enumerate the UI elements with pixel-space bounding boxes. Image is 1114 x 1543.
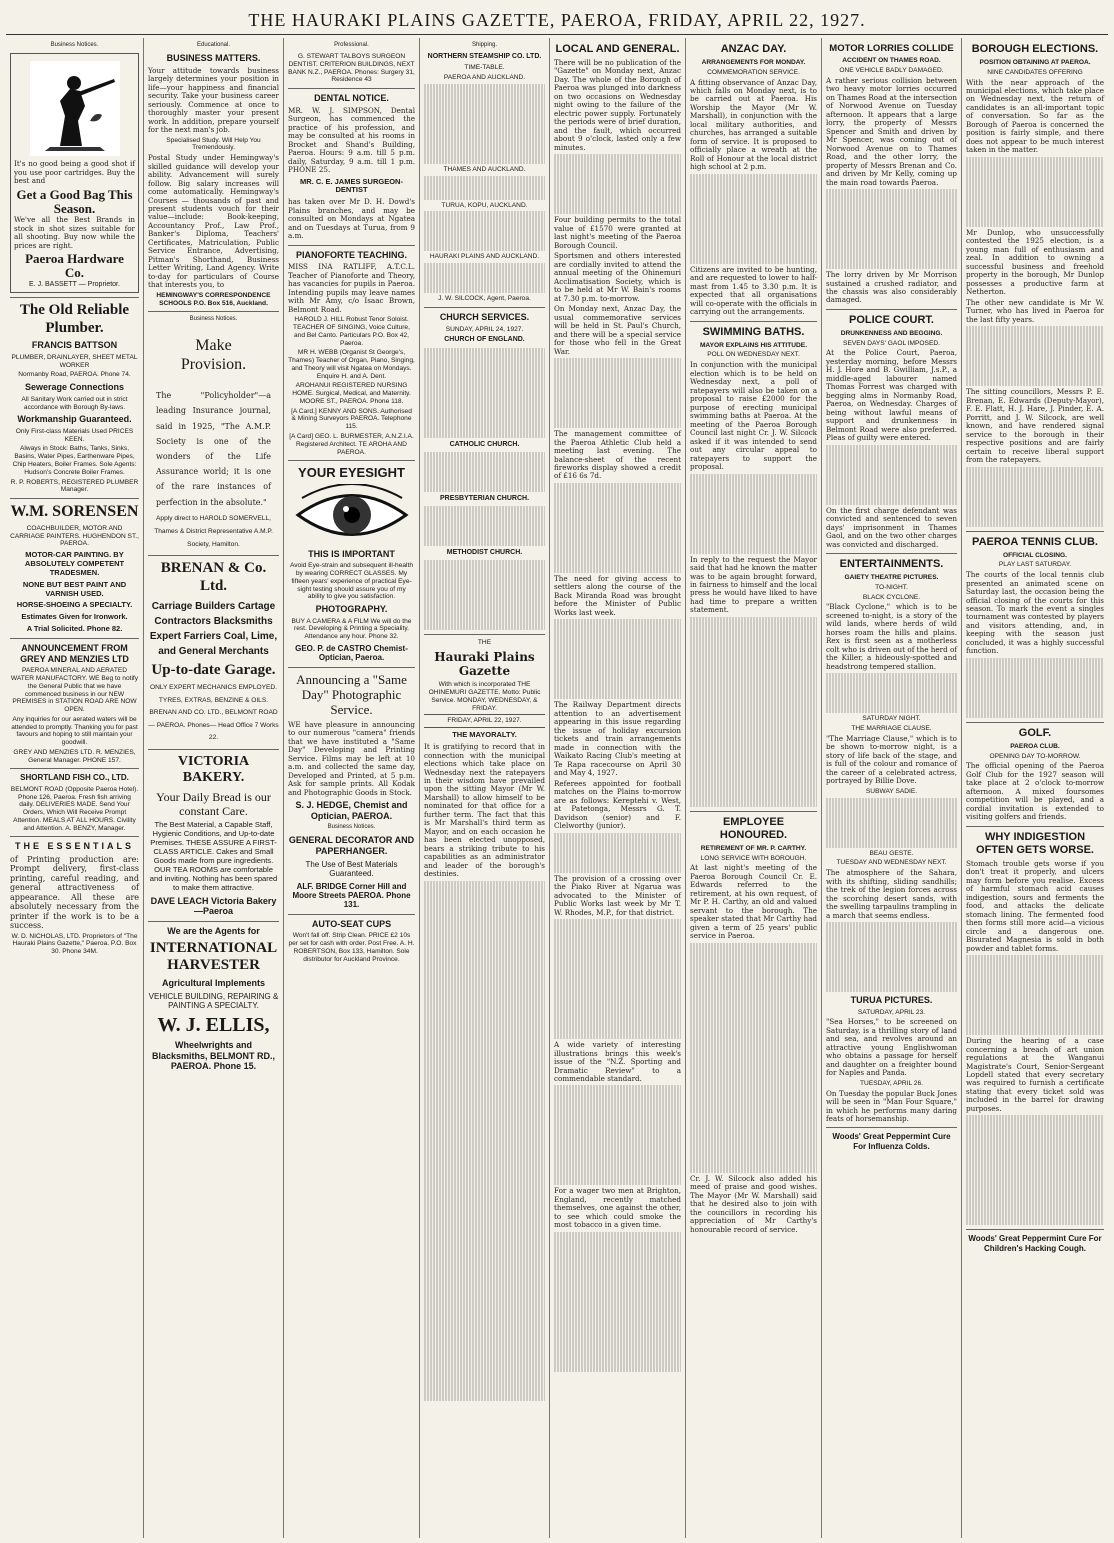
divider [424,307,545,308]
bakery-ad-name: VICTORIA BAKERY. [177,753,250,786]
divider [288,460,415,461]
dental-notice-body: MR. W. J. SIMPSON, Dental Surgeon, has commenced the practice of his profession, and may be consulted at his rooms in Brocket and Shand's Building, Paeroa. Hours: 9 a.m. till 5 p.m. daily, Saturday, 9 a.m. till 1 p.m. PHONE 25. [288,105,415,175]
tuesday-april-sub: TUESDAY, APRIL 26. [860,1079,923,1087]
divider [10,638,139,639]
article-text [554,154,681,214]
photography-body: BUY A CAMERA & A FILM We will do the rest. Developing & Printing a Speciality. Attendance any hour. Phone 32. [291,617,412,641]
buck-jones-body: On Tuesday the popular Buck Jones will be seen in "Man Four Square," in which he performs many daring feats of horsemanship. [826,1088,957,1123]
decorator-body: The Use of Best Materials Guaranteed. [305,859,398,879]
beau-geste-sub: BEAU GESTE. [869,849,914,857]
mayoralty-headline: THE MAYORALTY. [452,730,517,740]
local-item-1: There will be no publication of the "Gazette" on Monday next, Anzac Day. The whole of the Borough of Paeroa was plunged into darkness on two occasions on Wednesday night owing to the failure of the electric power supply. Fortunately the periods were of brief duration, and the fault, which occurred about 9 o'clock, lasted only a few minutes. [554,57,681,152]
timetable-rows [424,211,545,251]
elections-body4: The sitting councillors, Messrs P. E. Brenan, E. Edwards (Deputy-Mayor), F. E. Flatt, H. J. Hare, J. Pinder, E. A. Porritt, and J. W. Silcock, are well known, and have rendered signal service to the borough in their respective positions and are fairly certain to receive liberal support from the ratepayers. [966,387,1104,465]
plumber-ad-manager: R. P. ROBERTS, REGISTERED PLUMBER Manager. [10,478,139,494]
article-text [966,1115,1104,1225]
article-text [554,1232,681,1372]
service-times [424,560,545,630]
eyesight-ad-headline: YOUR EYESIGHT [298,465,405,481]
local-item-8: Referees appointed for football matches on the Plains to-morrow are as follows: Kereptehi v. West, at Patetonga, Messrs G. T. Davidson (senior) and F. Clelworthy (junior). [554,778,681,831]
paper-date: FRIDAY, APRIL 22, 1927. [424,714,545,728]
harvester-ad-name: INTERNATIONAL HARVESTER [149,939,278,974]
route-thames-auckland: THAMES AND AUCKLAND. [443,165,526,173]
indigestion-headline: WHY INDIGESTION OFTEN GETS WORSE. [976,830,1094,856]
police-court-sub2: SEVEN DAYS' GAOL IMPOSED. [843,339,940,347]
swimming-sub1: MAYOR EXPLAINS HIS ATTITUDE. [699,341,808,349]
talboys-card: G. STEWART TALBOYS SURGEON DENTIST. CRITERION BUILDINGS, NEXT BANK N.Z., PAEROA. Phones: Surgery 31, Residence 43 [288,53,415,84]
section-label: Shipping. [471,42,498,48]
article-text [690,474,817,554]
shipping-agent: J. W. SILCOCK, Agent, Paeroa. [438,295,531,303]
garage-ad-name: Up-to-date Garage. [151,661,276,678]
divider [424,634,545,635]
divider [288,914,415,915]
timetable-rows [424,176,545,200]
webb-card: MR H. WEBB (Organist St George's, Thames) Teacher of Organ, Piano, Singing, and Theory will visit Ngatea on Mondays. Enquire H. and A. Dent. [288,349,415,380]
golf-body: The official opening of the Paeroa Golf Club for the 1927 season will take place at 2 o'clock to-morrow afternoon. A mixed foursomes competition will be played, and a cordial invitation is extended to visiting golfers and friends. [966,761,1104,822]
divider [966,531,1104,532]
plumber-ad-sub2: Workmanship Guaranteed. [17,414,132,425]
tennis-sub1: OFFICIAL CLOSING. [1003,551,1067,559]
golf-headline: GOLF. [1018,726,1052,739]
elections-sub2: NINE CANDIDATES OFFERING [987,68,1083,76]
employee-body1: At last night's meeting of the Paeroa Borough Council Cr. E. Edwards referred to the retirement, at his own request, of Mr P. H. Carthy, an old and valued servant to the borough. The speaker stated that Mr Carthy had given a term of 25 years' public service in Paeroa. [690,863,817,941]
plumber-ad-name: FRANCIS BATTSON [31,340,118,351]
church-of-england: CHURCH OF ENGLAND. [444,336,525,344]
black-cyclone-sub: BLACK CYCLONE. [862,593,921,601]
tennis-body: The courts of the local tennis club presented an animated scene on Saturday last, the occasion being the official closing of the courts for this season. To mark the event a singles tournament was contested by players and visitors attending, and, in keeping with the season just concluded, it was a highly successful function. [966,570,1104,656]
tonight-sub: TO-NIGHT. [875,583,908,591]
hill-card: HAROLD J. HILL Robust Tenor Soloist. TEACHER OF SINGING, Voice Culture, and Bel Canto. Particulars P.O. Box 42, Paeroa. [293,316,410,347]
article-text [424,881,545,1401]
tuesday-wednesday-sub: TUESDAY AND WEDNESDAY NEXT. [836,859,947,867]
article-text [826,798,957,848]
timetable-rows [424,84,545,164]
entertainments-headline: ENTERTAINMENTS. [839,558,944,571]
local-item-9: The provision of a crossing over the Piako River at Ngarua was advocated to the Minister of Public Works last week by Mr T. W. Rhodes, M.P., for that district. [554,873,681,917]
article-text [966,326,1104,386]
woods-ad: Woods' Great Peppermint Cure For Influenza Colds. [832,1132,951,1151]
column-4 [420,38,550,1538]
article-text [554,483,681,573]
local-item-6: The need for giving access to settlers along the course of the Back Miranda Road was brought before the Minister of Public Works last week. [554,573,681,617]
employee-headline: EMPLOYEE HONOURED. [719,815,788,841]
section-label: Business Notices. [189,316,238,323]
golf-sub1: PAEROA CLUB. [1010,742,1060,750]
section-label: Business Notices. [50,42,99,48]
business-matters-body2: Postal Study under Hemingway's skilled guidance will develop your ability. Advancement will surely follow. Big salary increases will come automatically. Hemingway's Courses — thousands of past and present students vouch for their value—include: Book-keeping, Accountancy Prof., Law Prof., Banker's Diploma, Teachers' Certificates, Matriculation, Public Service Entrance, Advertising, Pitman's Shorthand, Business Letter Writing, Land Agency. Write to-day for particulars of Course that interests you, to [148,153,279,290]
divider [826,309,957,310]
decorator-headline: GENERAL DECORATOR AND PAPERHANGER. [288,835,415,857]
presbyterian-church: PRESBYTERIAN CHURCH. [439,494,530,502]
menzies-ad-headline: ANNOUNCEMENT FROM GREY AND MENZIES LTD [20,642,129,664]
column-8 [962,38,1108,1538]
divider [826,1127,957,1128]
article-text [554,833,681,873]
paper-info: With which is incorporated THE OHINEMURI GAZETTE. Motto: Public Service. MONDAY, WEDNESDAY, & FRIDAY. [428,681,541,712]
printing-ad-body: of Printing production are: Prompt delivery, first-class printing, careful reading, and general attractiveness of appearance. All these are absolutely necessary from the printer if the work is to be a success. [10,855,139,931]
menzies-ad-body2: Any inquiries for our aerated waters will be attended to promptly. Thanking you for past favours and hoping to still maintain your goodwill. [11,715,138,747]
hedge-sign: S. J. HEDGE, Chemist and Optician, PAEROA. [295,800,408,821]
masthead: THE HAURAKI PLAINS GAZETTE, PAEROA, FRIDAY, APRIL 22, 1927. [248,10,866,30]
marriage-clause-sub: THE MARRIAGE CLAUSE. [851,725,932,733]
divider [690,321,817,322]
menzies-ad-sign: GREY AND MENZIES LTD. R. MENZIES, General Manager. PHONE 157. [13,748,136,764]
article-text [690,617,817,807]
printing-ad-sign: W. D. NICHOLAS, LTD. Proprietors of "The Hauraki Plains Gazette," Paeroa. P.O. Box 30. Phone 34M. [11,932,138,956]
harvester-ad-sub: Agricultural Implements [161,978,266,989]
divider [288,667,415,668]
timetable-rows [424,263,545,293]
article-text [554,1085,681,1185]
menzies-ad-body: PAEROA MINERAL AND AERATED WATER MANUFACTORY. WE Beg to notify the General Public that we have commenced business in our NEW PREMISES in STATION ROAD ARE NOW OPEN. [10,667,139,714]
church-services-headline: CHURCH SERVICES. [439,311,530,322]
hardware-ad-intro: It's no good being a good shot if you use poor cartridges. Buy the best and [14,159,135,186]
kenny-card: [A Card.] KENNY AND SONS. Authorised & Mining Surveyors PAEROA. Telephone 115. [291,407,412,431]
garage-ad-body: ONLY EXPERT MECHANICS EMPLOYED. TYRES, EXTRAS, BENZINE & OILS. BRENAN AND CO. LTD., BELMONT ROAD — PAEROA. Phones— Head Office 7 Works 22. [148,684,279,742]
business-matters-body: Your attitude towards business largely determines your position in life—your happiness and financial security. Take your business career seriously. Commence at once to thoroughly master your present work. In addition, prepare yourself for the next man's job. [148,65,279,135]
divider [10,836,139,837]
hemingway-sign: HEMINGWAY'S CORRESPONDENCE SCHOOLS P.O. Box 516, Auckland. [156,291,271,307]
masthead-rule [6,34,1108,35]
article-text [554,619,681,699]
tennis-headline: PAEROA TENNIS CLUB. [972,535,1098,548]
article-text [826,445,957,505]
local-item-7: The Railway Department directs attention to an advertisement appearing in this issue regarding the issue of holiday excursion tickets and train arrangements made in connection with the Waikato Racing Club's meeting at Te Rapa racecourse on April 30 and May 4, 1927. [554,700,681,778]
methodist-church: METHODIST CHURCH. [446,549,523,557]
divider [966,1229,1104,1230]
police-court-body2: On the first charge defendant was convicted and sentenced to seven days' imprisonment in Thames Gaol, and on the two other charges was convicted and discharged. [826,505,957,549]
police-court-headline: POLICE COURT. [849,313,934,326]
hardware-ad-name: Paeroa Hardware Co. [25,251,124,281]
make-provision-headline: Make Provision. [180,337,247,374]
hardware-ad-headline: Get a Good Bag This Season. [16,186,133,216]
lorries-headline: MOTOR LORRIES COLLIDE [829,43,954,54]
divider [148,555,279,556]
golf-sub2: OPENING DAY TO-MORROW. [989,752,1081,760]
saturday-sub: SATURDAY NIGHT. [862,715,921,723]
article-text [826,922,957,992]
service-times [424,452,545,492]
brenan-ad-body: Carriage Builders Cartage Contractors Blacksmiths Expert Farriers Coal, Lime, and General Merchants [149,600,278,657]
divider [10,768,139,769]
saturday-april-sub: SATURDAY, APRIL 23. [857,1008,926,1016]
column-3 [284,38,420,1538]
elections-body2: Mr Dunlop, who unsuccessfully contested the 1925 election, is a young man full of enthusiasm and zeal. In addition to owning a successful business and freehold property in the borough, Mr Dunlop possesses a productive farm at Netherton. [966,227,1104,297]
column-2 [144,38,284,1538]
sorensen-ad-sub2: NONE BUT BEST PAINT AND VARNISH USED. [22,579,127,598]
elections-sub1: POSITION OBTAINING AT PAEROA. [979,58,1091,66]
same-day-headline: Announcing a "Same Day" Photographic Service. [296,671,407,718]
local-item-11: For a wager two men at Brighton, England, recently matched themselves, one against the other, to see which could smoke the most tobacco in a given time. [554,1186,681,1230]
route-paeroa-auckland: PAEROA AND AUCKLAND. [443,74,526,82]
bakery-ad-headline: Your Daily Bread is our constant Care. [156,789,271,819]
sorensen-ad-sub3: HORSE-SHOEING A SPECIALTY. [16,600,133,610]
hardware-ad-body: We've all the Best Brands in stock in shot sizes suitable for all shooting. Buy now while the prices are right. [14,215,135,250]
divider [826,553,957,554]
make-provision-contact: Apply direct to HAROLD SOMERVELL, Thames & District Representative A.M.P. Society, Hamilton. [154,514,273,549]
local-item-2: Four building permits to the total value of £1570 were granted at last night's meeting of the Paeroa Borough Council. [554,215,681,250]
woods-ad: Woods' Great Peppermint Cure For Children's Hacking Cough. [968,1234,1102,1253]
lorries-body2: The lorry driven by Mr Morrison sustained a crushed radiator, and the chassis was also considerably damaged. [826,270,957,305]
elections-body3: The other new candidate is Mr W. Turner, who has lived in Paeroa for the last fifty years. [966,297,1104,324]
castro-sign: GEO. P. de CASTRO Chemist-Optician, Paeroa. [295,643,408,663]
swimming-body1: In conjunction with the municipal election which is to be held on Wednesday next, a poll of ratepayers will also be taken on a proposal to raise £2000 for the purpose of erecting municipal swimming baths at Paeroa. At the meeting of the Paeroa Borough Council last night Cr. J. W. Silcock asked if it was intended to send out any circular appeal to ratepayers to support the proposal. [690,360,817,472]
article-text [690,943,817,1173]
route-turua-kopu: TURUA, KOPU, AUCKLAND. [441,201,528,209]
lorries-body1: A rather serious collision between two heavy motor lorries occurred on Thames Road at the intersection of Norwood Avenue on Tuesday afternoon. It appears that a large lorry, the property of Messrs Spencer and Smith and driven by Mr Spencer, was coming out of Norwood Avenue on to Thames Road, and the other lorry, the property of Messrs Brenan and Co. and driven by Mr Kelly, coming up the main road towards Paeroa. [826,75,957,187]
hunter-illustration [30,61,120,156]
anzac-headline: ANZAC DAY. [720,43,787,55]
eyesight-ad-body: Avoid Eye-strain and subsequent ill-health by wearing CORRECT GLASSES. My fifteen years' experience of practical Eye-sight testing should assure you of my ability to give you satisfaction. [289,562,414,601]
anzac-body1: A fitting observance of Anzac Day, which falls on Monday next, is to be carried out at Paeroa. His Worship the Mayor (Mr W. Marshall), in conjunction with the local military authorities, and churches, has arranged a suitable form of service. It is proposed to officially place a wreath at the Roll of Honour at the local district high school at 2 p.m. [690,77,817,172]
marriage-clause-body: "The Marriage Clause," which is to be shown to-morrow night, is a story of life back of the stage, and is full of the colour and romance of the career of a celebrated actress, portrayed by Billie Dove. [826,733,957,786]
bakery-ad-sign: DAVE LEACH Victoria Bakery—Paeroa [150,895,277,917]
anzac-body2: Citizens are invited to be hunting, and are requested to lower to half-mast from 1.45 to 3.30 p.m. It is expected that all organisations will co-operate with the officials in carrying out the arrangements. [690,264,817,317]
fish-ad-headline: SHORTLAND FISH CO., LTD. [20,773,129,783]
turua-pictures-headline: TURUA PICTURES. [850,995,933,1005]
divider [148,921,279,922]
employee-body2: Cr. J. W. Silcock also added his meed of praise and good wishes. The Mayor (Mr W. Marshall) said that he desired also to join with the councillors in recording his appreciation of Mr Carthy's honourable record of service. [690,1173,817,1234]
divider [966,826,1104,827]
hardware-ad [10,53,139,293]
plumber-ad-sub1: Sewerage Connections [24,382,125,393]
hardware-ad-proprietor: E. J. BASSETT — Proprietor. [29,280,120,288]
fish-ad-body: BELMONT ROAD (Opposite Paeroa Hotel). Phone 126, Paeroa. Fresh fish arriving daily. DELIVERIES MADE. Send Your Orders, Which Will Receive Prompt Attention. MEALS AT ALL HOURS. Civility and Attention. A. BENZY, Manager. [10,785,139,832]
ellis-ad-firm: W. J. ELLIS, [157,1013,270,1036]
gaiety-sub: GAIETY THEATRE PICTURES. [844,574,939,582]
column-6 [686,38,822,1538]
same-day-body: WE have pleasure in announcing to our numerous "camera" friends that we have instituted a "Same Day" Developing and Printing Service. Films may be left at 10 a.m. and collected the same day, Developed and Printed, at 5 p.m. Ask for sample prints. All Kodak and Photographic Goods in Stock. [288,719,415,797]
james-headline: MR. C. E. JAMES SURGEON-DENTIST [300,176,403,195]
column-5 [550,38,686,1538]
local-item-10: A wide variety of interesting illustrations brings this week's issue of the "N.Z. Sporting and Dramatic Review" to a commendable standard. [554,1040,681,1083]
lorries-sub1: ACCIDENT ON THAMES ROAD. [842,57,941,65]
column-1 [6,38,144,1538]
service-times [424,348,545,438]
divider [148,749,279,750]
anzac-sub2: COMMEMORATION SERVICE. [707,68,800,76]
divider [966,722,1104,723]
sorensen-ad-name: W.M. SORENSEN [10,503,139,521]
local-general-headline: LOCAL AND GENERAL. [555,43,680,55]
indigestion-body: Stomach trouble gets worse if you don't treat it properly, and ulcers may form before you realise. Excess of harmful stomach acid causes indigestion, sours and ferments the food, and attacks the delicate stomach lining. The fermented food then forms still more acid—a vicious circle and a dangerous one. Bisurated Magnesia is sold in both powder and tablet forms. [966,858,1104,953]
ellis-ad-trade: Wheelwrights and Blacksmiths, BELMONT RD., PAEROA. Phone 15. [151,1040,276,1072]
plumber-ad-headline: The Old Reliable Plumber. [19,301,130,336]
tennis-sub2: PLAY LAST SATURDAY. [998,561,1072,569]
swimming-sub2: POLL ON WEDNESDAY NEXT. [707,351,800,359]
timetable-label: TIME-TABLE. [464,64,505,72]
sorensen-ad-trade: COACHBUILDER, MOTOR AND CARRIAGE PAINTERS. HUGHENDON ST., PAEROA. [10,524,139,548]
autoseat-headline: AUTO-SEAT CUPS [311,918,392,929]
beau-geste-body: The atmosphere of the Sahara, with its shifting, sliding sandhills; the trek of the legion forces across the scorching desert sands, with the swelling tarpaulins trampling in a march that seems endless. [826,868,957,920]
divider [10,498,139,499]
brenan-ad-name: BRENAN & Co. Ltd. [160,560,267,594]
divider [288,88,415,89]
column-7 [822,38,962,1538]
bridge-sign: ALF. BRIDGE Corner Hill and Moore Streets PAEROA. Phone 131. [292,881,411,910]
paper-nameplate: Hauraki Plains Gazette [434,650,535,679]
harvester-ad-lead: We are the Agents for [167,926,260,937]
steamship-headline: NORTHERN STEAMSHIP CO. LTD. [427,53,542,61]
harvester-ad-body: VEHICLE BUILDING, REPAIRING & PAINTING A SPECIALTY. [148,991,279,1011]
black-cyclone-body: "Black Cyclone," which is to be screened to-night, is a story of the wild lands, where herds of wild horses roam the hills and plains. Rex is first seen as a motherless colt who is driven out of the herd of the Killer, a hideously-spotted and headstrong tempered stallion. [826,602,957,671]
bakery-ad-body: The Best Material, a Capable Staff, Hygienic Conditions, and Up-to-date Premises. THESE ASSURE A FIRST-CLASS ARTICLE. Cakes and Small Goods made from pure ingredients. OUR TEA ROOMS are comfortable and inviting. Nothing has been spared to make them attractive. [149,820,278,892]
section-label: Business Notices. [327,824,376,831]
police-court-sub1: DRUNKENNESS AND BEGGING. [840,329,943,337]
article-text [966,467,1104,527]
james-body: has taken over Mr D. H. Dowd's Plains branches, and may be consulted on Mondays at Ngatea and on Tuesdays at Turua, from 9 a.m. [288,197,415,241]
plumber-ad-address: Normanby Road, PAEROA. Phone 74. [18,371,131,379]
article-text [826,189,957,269]
photography-headline: PHOTOGRAPHY. [315,604,388,615]
article-text [690,174,817,264]
article-text [966,157,1104,227]
article-text [554,919,681,1039]
elections-body1: With the near approach of the municipal elections, which take place on Wednesday next, the return of candidates is an all-important topic of conversation. So far as the Borough of Paeroa is concerned the position is fairly simple, and there does not appear to be much interest taken in the matter. [966,77,1104,155]
service-times [424,506,545,546]
page-columns [6,38,1108,1538]
sorensen-ad-sub4: Estimates Given for Ironwork. [21,612,128,622]
art-union-body: During the hearing of a case concerning a breach of art union regulations at the Wanganui Magistrate's Court, Senior-Sergeant Lopdell stated that every secretary was required to furnish a certificate stating that every ticket sold was included in the barrel for drawing purposes. [966,1036,1104,1113]
plumber-ad-trade: PLUMBER, DRAINLAYER, SHEET METAL WORKER [11,353,138,369]
sorensen-ad-sub1: MOTOR-CAR PAINTING. BY ABSOLUTELY COMPETENT TRADESMEN. [24,550,125,577]
subway-sadie-sub: SUBWAY SADIE. [865,787,918,795]
lorries-sub2: ONE VEHICLE BADLY DAMAGED. [839,66,944,74]
local-item-4: On Monday next, Anzac Day, the usual commemorative services will be held in St. Paul's Church, and there will be a special service for those who fell in the Great War. [554,304,681,356]
pianoforte-body: MISS INA RATLIFF, A.T.C.L. Teacher of Pianoforte and Theory, has vacancies for pupils in Paeroa. Intending pupils may leave names with Mr Amy, c/o Isaac Brown, Belmont Road. [288,262,415,314]
sorensen-ad-sub5: A Trial Solicited. Phone 82. [26,624,123,634]
catholic-church: CATHOLIC CHURCH. [449,440,520,448]
employee-sub2: LONG SERVICE WITH BOROUGH. [700,854,807,862]
sea-horses-body: "Sea Horses," to be screened on Saturday, is a thrilling story of land and sea, and revolves around an attractive young Englishwoman who obtains a passage for herself and daughter on a freighter bound for Naples and Panda. [826,1017,957,1078]
police-court-body1: At the Police Court, Paeroa, yesterday morning, before Messrs H. J. Hore and B. Gwilliam, J.s.P., a middle-aged labourer named Thomas Forrest was charged with begging alms in Normanby Road, Paeroa, on Wednesday. Charges of being without lawful means of support and drunkenness in Belmont Road were also preferred. Pleas of guilty were entered. [826,348,957,443]
burmester-card: [A Card] GEO. L. BURMESTER, A.N.Z.I.A. Registered Architect. TE AROHA AND PAEROA. [289,432,414,456]
make-provision-body: The "Policyholder"—a leading Insurance journal, said in 1925, "The A.M.P. Society is one of the wonders of the Life Assurance world; it is one of the rare instances of perfection in the absolute." [156,391,271,507]
eye-illustration [294,484,410,546]
local-item-5: The management committee of the Paeroa Athletic Club held a meeting last evening. The balance-sheet of the recent fireworks display showed a credit of £16 6s 7d. [554,429,681,481]
section-label: Educational. [196,42,231,48]
section-label: Professional. [334,42,369,48]
eyesight-ad-sub: THIS IS IMPORTANT [308,548,395,559]
divider [10,297,139,298]
business-matters-sub: Specialised Study. Will Help You Tremendously. [166,136,261,152]
mayoralty-body: It is gratifying to record that in connection with the municipal elections which take place on Wednesday next the ratepayers in their wisdom have prevailed upon the sitting Mayor (Mr W. Marshall) to allow himself to be nominated for that office for a further term. The fact that this is Mr Marshall's third term as Mayor, and on each occasion he has been elected unopposed, bears a striking tribute to his capabilities as an administrator and leader of the borough's destinies. [424,742,545,879]
plumber-ad-body3: Always in Stock: Baths, Tanks, Sinks, Basins, Water Pipes, Earthenware Pipes, Chip Heaters, Boiler Frames. Sole Agents: Hudson's Concrete Boiler Frames. [12,445,137,476]
divider [148,311,279,312]
divider [288,245,415,246]
borough-elections-headline: BOROUGH ELECTIONS. [971,43,1099,55]
church-services-date: SUNDAY, APRIL 24, 1927. [445,325,524,333]
route-hauraki-plains: HAURAKI PLAINS AND AUCKLAND. [429,253,540,261]
plumber-ad-body2: Only First-class Materials Used PRICES KEEN. [15,427,134,443]
swimming-headline: SWIMMING BATHS. [702,325,805,338]
anzac-sub1: ARRANGEMENTS FOR MONDAY. [701,58,806,66]
article-text [554,358,681,428]
article-text [966,955,1104,1035]
arohanui-card: AROHANUI REGISTERED NURSING HOME. Surgical, Medical, and Maternity. MOORE ST., PAEROA. Phone 118. [292,382,411,405]
dental-notice-headline: DENTAL NOTICE. [314,93,389,104]
article-text [966,658,1104,718]
printing-ad-headline: THE ESSENTIALS [14,841,134,852]
business-matters-headline: BUSINESS MATTERS. [166,53,261,64]
employee-sub1: RETIREMENT OF MR. P. CARTHY. [700,844,807,852]
swimming-body2: In reply to the request the Mayor said that had he known the matter was to be again brought forward, in fairness to himself and the local press he would have liked to have had time to prepare a written statement. [690,554,817,615]
paper-lead: THE [477,639,492,647]
local-item-3: Sportsmen and others interested are cordially invited to attend the annual meeting of the Ohinemuri Acclimatisation Society, which is to be held at Mr W. Bain's rooms at 7.30 p.m. to-morrow. [554,251,681,303]
plumber-ad-body1: All Sanitary Work carried out in strict accordance with Borough By-laws. [21,395,128,411]
autoseat-body: Won't fall off. Strip Clean. PRICE £2 10s per set for cash with order. Post Free. A. H. ROBERTSON, Box 133, Hamilton. Sole distributor for Auckland Province. [288,932,415,963]
pianoforte-headline: PIANOFORTE TEACHING. [295,249,407,260]
divider [690,811,817,812]
article-text [826,673,957,713]
